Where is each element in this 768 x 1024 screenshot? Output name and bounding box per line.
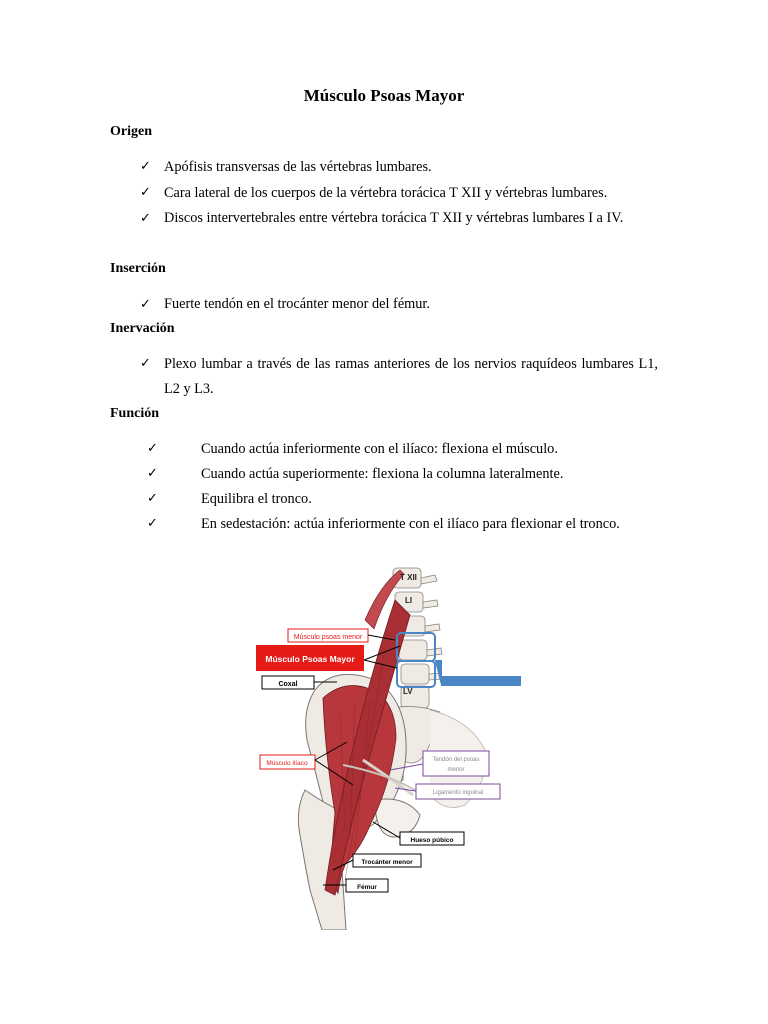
check-icon: ✓ <box>147 440 158 455</box>
section-heading-origen: Origen <box>110 124 152 139</box>
list-item: Equilibra el tronco. <box>201 491 312 507</box>
list-item: Discos intervertebrales entre vértebra torácica T XII y vértebras lumbares I a IV. <box>164 210 624 226</box>
list-item: Plexo lumbar a través de las ramas anteriores de los nervios raquídeos lumbares L1, L2 y L3. <box>164 356 658 397</box>
check-icon: ✓ <box>140 355 151 370</box>
label-hueso-pubico: Hueso púbico <box>410 837 454 844</box>
check-icon: ✓ <box>140 184 151 199</box>
list-item: Cuando actúa inferiormente con el ilíaco: flexiona el músculo. <box>201 441 558 457</box>
label-trocanter-menor: Trocánter menor <box>361 859 413 866</box>
label-tendon-psoas-menor-2: menor <box>447 767 465 773</box>
check-icon: ✓ <box>147 490 158 505</box>
check-icon: ✓ <box>147 465 158 480</box>
list-item: Cara lateral de los cuerpos de la vértebra torácica T XII y vértebras lumbares. <box>164 185 608 201</box>
label-psoas-mayor: Músculo Psoas Mayor <box>265 654 355 664</box>
section-heading-inervacion: Inervación <box>110 321 175 336</box>
psoas-anatomy-figure <box>245 560 535 930</box>
vertebra-label-txii: T XII <box>400 573 417 582</box>
check-icon: ✓ <box>140 296 151 311</box>
check-icon: ✓ <box>147 515 158 530</box>
check-icon: ✓ <box>140 210 151 225</box>
list-item: En sedestación: actúa inferiormente con el ilíaco para flexionar el tronco. <box>201 516 620 532</box>
label-ligamento-inguinal: Ligamento inguinal <box>432 790 484 796</box>
page-title: Músculo Psoas Mayor <box>303 86 465 105</box>
label-psoas-menor: Músculo psoas menor <box>293 634 363 641</box>
vertebra-label-li: LI <box>405 596 413 605</box>
check-icon: ✓ <box>140 158 151 173</box>
list-item: Cuando actúa superiormente: flexiona la columna lateralmente. <box>201 466 564 482</box>
list-item: Apófisis transversas de las vértebras lumbares. <box>164 159 432 175</box>
label-iliaco: Músculo ilíaco <box>266 760 308 767</box>
section-heading-insercion: Inserción <box>110 261 166 276</box>
list-item: Fuerte tendón en el trocánter menor del fémur. <box>164 296 430 312</box>
label-femur: Fémur <box>357 884 377 891</box>
section-heading-funcion: Función <box>110 406 160 421</box>
label-tendon-psoas-menor: Tendón del psoas <box>432 757 480 763</box>
label-coxal: Coxal <box>278 681 298 688</box>
vertebra-label-lv: LV <box>403 687 413 696</box>
